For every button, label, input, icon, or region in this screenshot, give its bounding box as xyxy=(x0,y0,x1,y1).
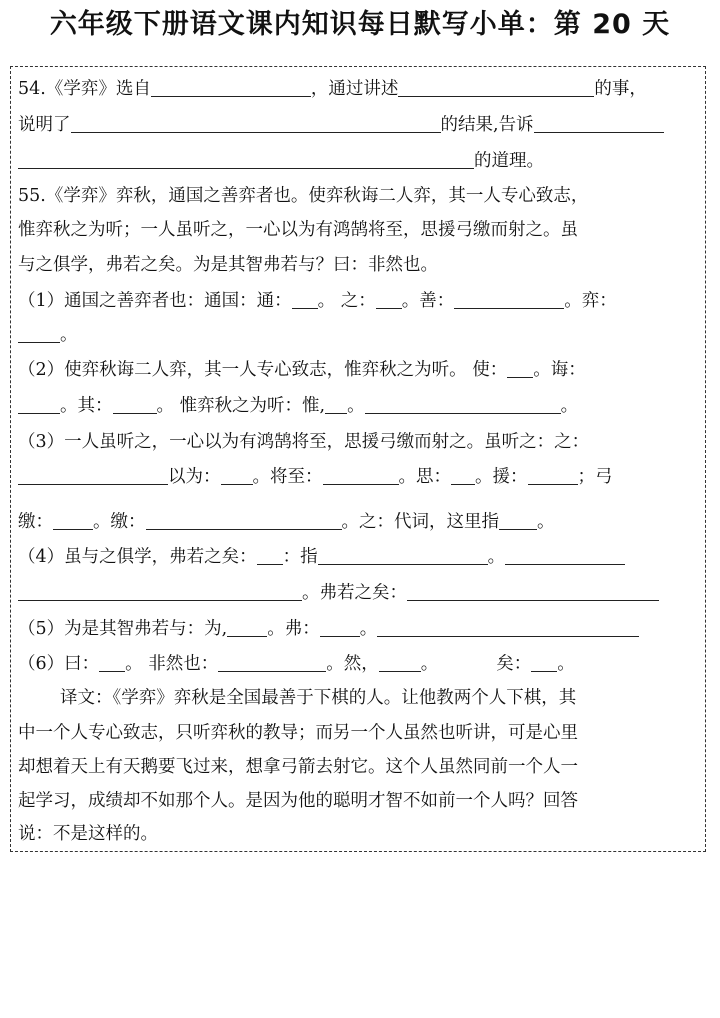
sub-question-4-line-2: 。弗若之矣： xyxy=(18,578,708,608)
answer-blank[interactable] xyxy=(379,653,421,672)
sub-question-3-line-1: （3）一人虽听之，一心以为有鸿鹄将至，思援弓缴而射之。虽听之：之： xyxy=(18,432,590,452)
answer-blank[interactable] xyxy=(146,511,342,530)
q55-passage-line-2: 惟弈秋之为听；一人虽听之，一心以为有鸿鹄将至，思援弓缴而射之。虽 xyxy=(18,220,578,240)
answer-blank[interactable] xyxy=(292,290,318,309)
answer-blank[interactable] xyxy=(257,546,283,565)
sub-question-5-line-1: （5）为是其智弗若与：为, 。弗： 。 xyxy=(18,614,708,644)
answer-blank[interactable] xyxy=(99,653,125,672)
answer-blank[interactable] xyxy=(454,290,564,309)
answer-blank[interactable] xyxy=(323,466,399,485)
answer-blank[interactable] xyxy=(377,618,639,637)
answer-blank[interactable] xyxy=(505,546,625,565)
answer-blank[interactable] xyxy=(227,618,267,637)
answer-blank[interactable] xyxy=(18,582,302,601)
translation-line-2: 中一个人专心致志，只听弈秋的教导；而另一个人虽然也听讲，可是心里 xyxy=(18,723,578,743)
answer-blank[interactable] xyxy=(18,324,60,343)
translation-line-4: 起学习，成绩却不如那个人。是因为他的聪明才智不如前一个人吗？回答 xyxy=(18,791,578,811)
answer-blank[interactable] xyxy=(113,395,157,414)
answer-blank[interactable] xyxy=(53,511,93,530)
answer-blank[interactable] xyxy=(376,290,402,309)
q55-passage-line-1: 55.《学弈》弈秋，通国之善弈者也。使弈秋诲二人弈，其一人专心致志， xyxy=(18,186,589,206)
answer-blank[interactable] xyxy=(534,114,664,133)
sub-question-2-line-1: （2）使弈秋诲二人弈，其一人专心致志，惟弈秋之为听。 使： 。诲： xyxy=(18,360,586,380)
translation-line-1: 译文：《学弈》弈秋是全国最善于下棋的人。让他教两个人下棋，其 xyxy=(60,688,577,708)
answer-blank[interactable] xyxy=(398,78,594,97)
translation-line-3: 却想着天上有天鹅要飞过来，想拿弓箭去射它。这个人虽然同前一个人一 xyxy=(18,757,578,777)
answer-blank[interactable] xyxy=(499,511,537,530)
sub-question-3-line-3: 缴： 。缴： 。之：代词，这里指 。 xyxy=(18,512,555,532)
sub-question-1-line-1: （1）通国之善弈者也：通国：通： 。 之： 。善： 。弈： xyxy=(18,291,617,311)
answer-blank[interactable] xyxy=(531,653,557,672)
answer-blank[interactable] xyxy=(151,78,311,97)
answer-blank[interactable] xyxy=(221,466,253,485)
answer-blank[interactable] xyxy=(528,466,578,485)
answer-blank[interactable] xyxy=(71,114,441,133)
answer-blank[interactable] xyxy=(451,466,475,485)
sub-question-4-line-1: （4）虽与之俱学，弗若之矣： ：指 。 xyxy=(18,542,708,572)
translation-line-5: 说：不是这样的。 xyxy=(18,824,158,844)
answer-blank[interactable] xyxy=(407,582,659,601)
q54-line-2: 说明了 的结果,告诉 xyxy=(18,110,708,140)
answer-blank[interactable] xyxy=(18,395,60,414)
page-title: 六年级下册语文课内知识每日默写小单：第 20 天 xyxy=(49,9,671,40)
answer-blank[interactable] xyxy=(365,395,561,414)
answer-blank[interactable] xyxy=(320,618,360,637)
answer-blank[interactable] xyxy=(218,653,326,672)
answer-blank[interactable] xyxy=(318,546,488,565)
answer-blank[interactable] xyxy=(18,466,168,485)
q54-line-3: 的道理。 xyxy=(18,146,708,176)
sub-question-1-line-2: 。 xyxy=(18,320,708,350)
q54-line-1: 54.《学弈》选自 ，通过讲述 的事， xyxy=(18,79,647,99)
sub-question-6-line-1: （6）曰： 。 非然也： 。然， 。 矣： 。 xyxy=(18,654,575,674)
answer-blank[interactable] xyxy=(325,395,347,414)
sub-question-2-line-2: 。其： 。 惟弈秋之为听：惟, 。 。 xyxy=(18,391,708,421)
sub-question-3-line-2: 以为： 。将至： 。思： 。援： ；弓 xyxy=(18,462,708,492)
q55-passage-line-3: 与之俱学，弗若之矣。为是其智弗若与？曰：非然也。 xyxy=(18,255,438,275)
answer-blank[interactable] xyxy=(18,150,474,169)
answer-blank[interactable] xyxy=(507,359,533,378)
